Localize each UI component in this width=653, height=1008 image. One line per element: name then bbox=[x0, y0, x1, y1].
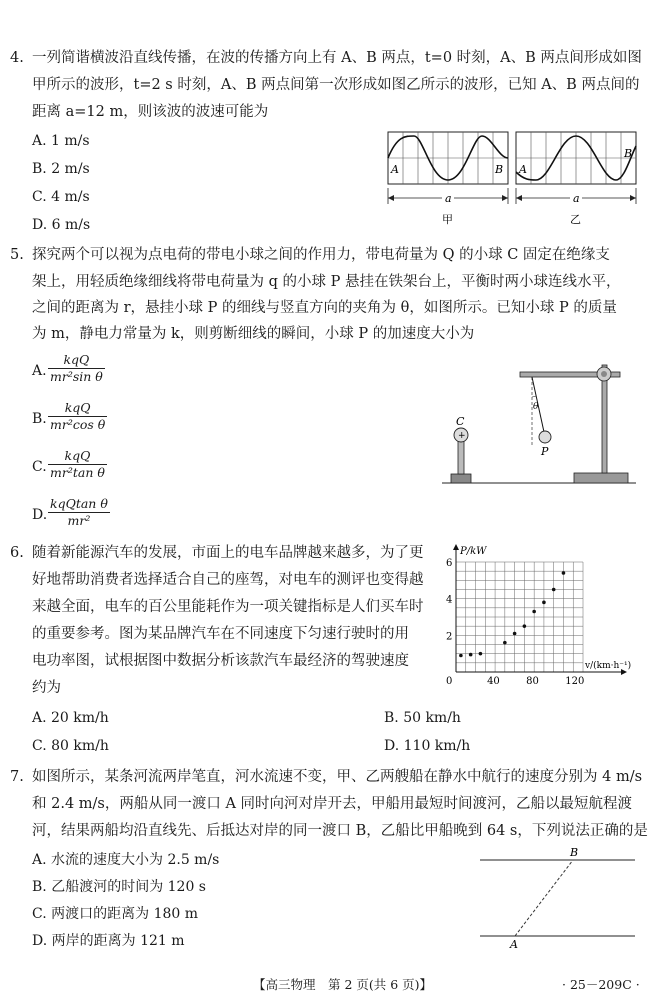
wave-caption-yi: 乙 bbox=[570, 213, 581, 226]
wave-figure bbox=[384, 128, 640, 230]
question-6-line-5: 电功率图，试根据图中数据分析该款汽车最经济的驾驶速度 bbox=[32, 653, 409, 669]
question-4-option-a[interactable]: A. 1 m/s bbox=[32, 133, 90, 149]
question-7-line-3: 河，结果两船均沿直线先、后抵达对岸的同一渡口 B，乙船比甲船晚到 64 s，下列说法正确的是 bbox=[32, 823, 648, 839]
data-point bbox=[513, 632, 517, 636]
y-tick-label: 2 bbox=[446, 631, 453, 643]
label-point-a: A bbox=[510, 938, 518, 951]
chart-axes bbox=[453, 544, 627, 675]
question-6-option-a[interactable]: A. 20 km/h bbox=[32, 710, 109, 726]
data-point bbox=[479, 652, 483, 656]
label-ball-c: C bbox=[456, 415, 465, 428]
fraction-denominator: mr²cos θ bbox=[50, 417, 106, 432]
question-6-option-d[interactable]: D. 110 km/h bbox=[384, 738, 471, 754]
data-point bbox=[552, 588, 556, 592]
y-axis-label: P/kW bbox=[460, 546, 487, 557]
label-theta: θ bbox=[533, 402, 539, 412]
wave-label-a-right: A bbox=[519, 163, 527, 176]
question-6-option-c[interactable]: C. 80 km/h bbox=[32, 738, 109, 754]
wave-label-a-left: A bbox=[391, 163, 399, 176]
question-5-line-1: 探究两个可以视为点电荷的带电小球之间的作用力，带电荷量为 Q 的小球 C 固定在绝缘支 bbox=[32, 247, 610, 263]
power-speed-chart bbox=[440, 540, 645, 685]
wave-dimension-a-left: a bbox=[445, 192, 452, 205]
wave-label-b-right: B bbox=[624, 147, 633, 160]
data-point bbox=[542, 601, 546, 605]
data-point bbox=[562, 571, 566, 575]
ball-p bbox=[539, 431, 551, 443]
question-6-number: 6. bbox=[10, 545, 24, 561]
x-tick-label: 80 bbox=[526, 676, 539, 685]
data-point bbox=[523, 624, 527, 628]
y-tick-label: 4 bbox=[446, 594, 453, 606]
question-4-line-2: 甲所示的波形，t=2 s 时刻，A、B 两点间第一次形成如图乙所示的波形，已知 A、B 两点间的 bbox=[32, 77, 640, 93]
label-point-b: B bbox=[570, 846, 579, 859]
river-crossing-figure bbox=[475, 846, 640, 951]
question-7-line-2: 和 2.4 m/s，两船从同一渡口 A 同时向河对岸开去，甲船用最短时间渡河，乙船以最短航程渡 bbox=[32, 796, 633, 812]
fraction-numerator: kqQtan θ bbox=[50, 496, 108, 511]
y-tick-label: 6 bbox=[446, 558, 453, 569]
question-4-option-b[interactable]: B. 2 m/s bbox=[32, 161, 90, 177]
x-tick-label: 40 bbox=[487, 676, 500, 685]
question-7-option-d[interactable]: D. 两岸的距离为 121 m bbox=[32, 933, 185, 949]
fraction-denominator: mr²tan θ bbox=[50, 465, 105, 480]
question-6-line-6: 约为 bbox=[32, 680, 61, 696]
question-4-option-c[interactable]: C. 4 m/s bbox=[32, 189, 90, 205]
question-7-number: 7. bbox=[10, 769, 24, 785]
data-point bbox=[532, 610, 536, 614]
question-4-number: 4. bbox=[10, 50, 24, 66]
option-label: D. bbox=[32, 507, 48, 523]
y-axis-arrow bbox=[453, 544, 459, 550]
question-5-line-2: 架上，用轻质绝缘细线将带电荷量为 q 的小球 P 悬挂在铁架台上，平衡时两小球连线水平， bbox=[32, 274, 621, 290]
question-6-line-3: 来越全面，电车的百公里能耗作为一项关键指标是人们买车时 bbox=[32, 599, 424, 615]
x-axis-label: v/(km·h⁻¹) bbox=[585, 661, 632, 671]
chart-grid bbox=[456, 562, 583, 672]
option-label: B. bbox=[32, 411, 47, 427]
x-tick-label: 120 bbox=[565, 676, 585, 685]
fraction-numerator: kqQ bbox=[64, 400, 91, 415]
footer-page-info: 【高三物理 第 2 页(共 6 页)】 bbox=[253, 977, 433, 992]
data-point bbox=[469, 653, 473, 657]
fraction-denominator: mr²sin θ bbox=[50, 369, 103, 384]
footer-code: · 25－209C · bbox=[562, 977, 640, 992]
question-6-line-4: 的重要参考。图为某品牌汽车在不同速度下匀速行驶时的用 bbox=[32, 626, 409, 642]
data-point bbox=[459, 654, 463, 658]
fraction-numerator: kqQ bbox=[64, 448, 91, 463]
origin-label: 0 bbox=[446, 676, 453, 685]
question-4-option-d[interactable]: D. 6 m/s bbox=[32, 217, 91, 233]
question-5-number: 5. bbox=[10, 247, 24, 263]
option-label: A. bbox=[32, 363, 47, 379]
question-6-line-2: 好地帮助消费者选择适合自己的座驾，对电车的测评也变得越 bbox=[32, 572, 424, 588]
question-6-line-1: 随着新能源汽车的发展，市面上的电车品牌越来越多，为了更 bbox=[32, 545, 424, 561]
charge-apparatus-figure bbox=[440, 355, 640, 490]
wave-label-b-left: B bbox=[495, 163, 504, 176]
question-4-line-1: 一列简谐横波沿直线传播，在波的传播方向上有 A、B 两点，t=0 时刻，A、B 两点间形成如图 bbox=[32, 50, 642, 66]
option-label: C. bbox=[32, 459, 47, 475]
wave-panel-jia bbox=[388, 132, 508, 184]
question-7-option-b[interactable]: B. 乙船渡河的时间为 120 s bbox=[32, 879, 206, 895]
question-5-line-4: 为 m，静电力常量为 k，则剪断细线的瞬间，小球 P 的加速度大小为 bbox=[32, 326, 475, 342]
wave-panel-yi bbox=[516, 132, 636, 184]
iron-stand bbox=[520, 365, 628, 483]
wave-dimension-a-right: a bbox=[573, 192, 580, 205]
wave-caption-jia: 甲 bbox=[442, 213, 453, 226]
question-7-option-a[interactable]: A. 水流的速度大小为 2.5 m/s bbox=[32, 852, 220, 868]
question-7-line-1: 如图所示，某条河流两岸笔直，河水流速不变，甲、乙两艘船在静水中航行的速度分别为 4 m/s bbox=[32, 769, 643, 785]
question-4-line-3: 距离 a=12 m，则该波的波速可能为 bbox=[32, 104, 269, 120]
fraction-denominator: mr² bbox=[48, 512, 110, 529]
question-7-option-c[interactable]: C. 两渡口的距离为 180 m bbox=[32, 906, 199, 922]
charge-plus-sign: + bbox=[458, 431, 466, 441]
question-5-line-3: 之间的距离为 r，悬挂小球 P 的细线与竖直方向的夹角为 θ，如图所示。已知小球 P 的质量 bbox=[32, 300, 617, 316]
fraction-numerator: kqQ bbox=[63, 352, 90, 367]
question-6-option-b[interactable]: B. 50 km/h bbox=[384, 710, 461, 726]
path-a-to-b bbox=[515, 860, 573, 936]
label-ball-p: P bbox=[541, 445, 549, 458]
data-point bbox=[503, 641, 507, 645]
